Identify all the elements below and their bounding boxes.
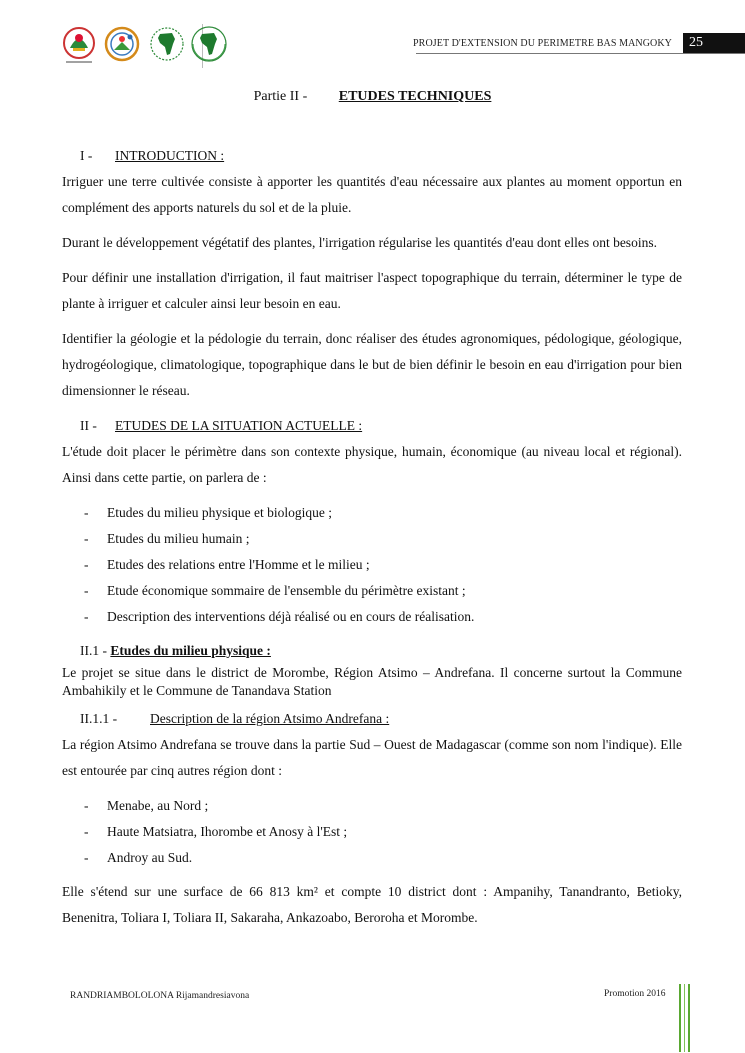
project-title: PROJET D'EXTENSION DU PERIMETRE BAS MANGOKY [413,38,672,49]
paragraph: L'étude doit placer le périmètre dans son contexte physique, humain, économique (au niveau local et régional). Ainsi dans cette partie, on parlera de : [62,444,682,485]
footer-green-bar [684,984,685,1052]
paragraph: Durant le développement végétatif des plantes, l'irrigation régularise les quantités d'eau dont elles ont besoins. [62,235,657,250]
list-item: - Menabe, au Nord ; [62,793,682,819]
section-heading-physical [62,638,682,664]
section-title: ETUDES DE LA SITUATION ACTUELLE : [115,418,363,433]
list-item: - Etude économique sommaire de l'ensemble du périmètre existant ; [62,578,682,604]
footer-green-bar [688,984,690,1052]
header-rule [416,53,745,54]
footer-author: RANDRIAMBOLOLONA Rijamandresiavona [70,991,250,1001]
footer-green-bar [679,984,681,1052]
school-seal-icon [104,24,140,64]
section-title: Etudes du milieu physique : [110,643,271,658]
list-item: - Etudes des relations entre l'Homme et le milieu ; [62,552,682,578]
list-item: - Androy au Sud. [62,845,682,871]
section-title: Description de la région Atsimo Andrefana : [150,711,390,726]
page-content [62,143,682,940]
part-label: Partie II - [253,89,308,104]
part-title: ETUDES TECHNIQUES [338,89,492,104]
page-title [0,89,745,105]
page-number: 25 [683,33,745,53]
university-seal-icon [62,24,96,66]
list-item: - Haute Matsiatra, Ihorombe et Anosy à l'Est ; [62,819,682,845]
study-list [62,500,682,630]
paragraph: Identifier la géologie et la pédologie du terrain, donc réaliser des études agronomiques, pédologique, géologique, hydrogéologique, climatologique, topographique dans le but de bien définir le besoin en eau d'irrigation pour bien dimensionner le réseau. [62,331,682,398]
section-heading-region [62,706,682,732]
list-item: - Etudes du milieu physique et biologique ; [62,500,682,526]
africa-map-logo-icon [150,24,184,64]
footer-promotion: Promotion 2016 [604,989,666,999]
africa-map-logo-icon [190,24,228,64]
paragraph: Irriguer une terre cultivée consiste à apporter les quantités d'eau nécessaire aux plantes au moment opportun en complément des apports naturels du sol et de la pluie. [62,174,682,215]
section-heading-current [62,413,682,439]
list-item: - Etudes du milieu humain ; [62,526,682,552]
section-number: II.1 - [80,643,107,658]
section-number: I - [80,148,93,163]
paragraph: Pour définir une installation d'irrigation, il faut maitriser l'aspect topographique du terrain, déterminer le type de plante à irriguer et calculer ainsi leur besoin en eau. [62,270,682,311]
section-heading-intro [62,143,682,169]
paragraph: Le projet se situe dans le district de Morombe, Région Atsimo – Andrefana. Il concerne surtout la Commune Ambahikily et le Commune de Tanandava Station [62,665,682,698]
section-number: II - [80,418,97,433]
paragraph: Elle s'étend sur une surface de 66 813 km² et compte 10 district dont : Ampanihy, Tanandranto, Betioky, Benenitra, Toliara I, Toliara II, Sakaraha, Ankazoabo, Beroroha et Morombe. [62,884,682,925]
paragraph: La région Atsimo Andrefana se trouve dans la partie Sud – Ouest de Madagascar (comme son nom l'indique). Elle est entourée par cinq autres région dont : [62,737,682,778]
neighbour-list [62,793,682,871]
section-title: INTRODUCTION : [115,148,225,163]
list-item: - Description des interventions déjà réalisé ou en cours de réalisation. [62,604,682,630]
section-number: II.1.1 - [80,711,118,726]
